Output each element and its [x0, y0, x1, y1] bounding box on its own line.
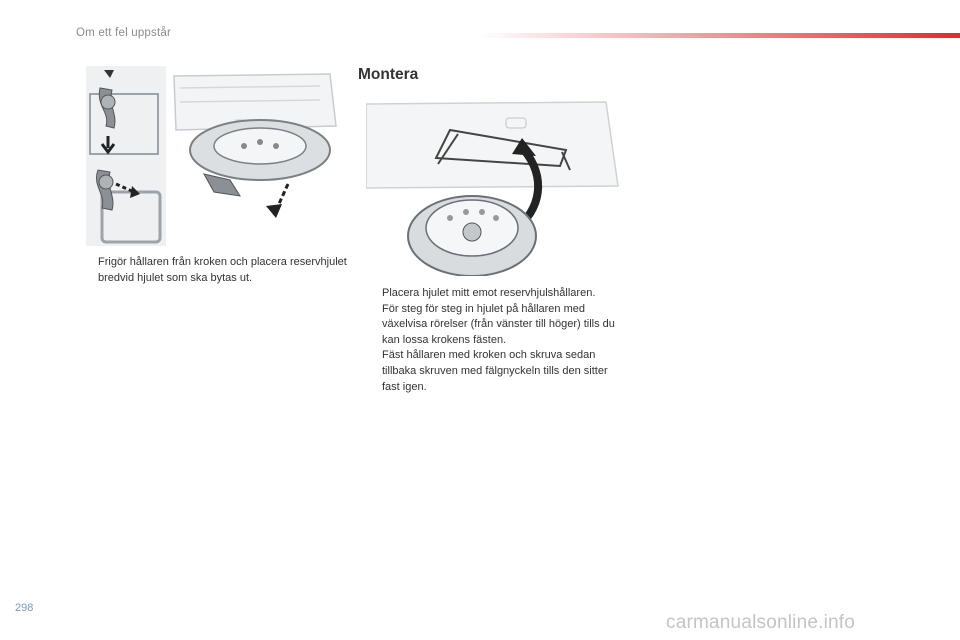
instruction-item [360, 302, 622, 349]
hook-release-illustration [86, 66, 166, 246]
tire-lowering-icon [170, 66, 340, 230]
instruction-item [76, 255, 348, 286]
right-instructions [360, 286, 622, 395]
section-title: Om ett fel uppstår [76, 27, 171, 39]
instruction-text: För steg för steg in hjulet på hållaren med växelvisa rörelser (från vänster till höger) tills du kan lossa krokens fästen. [382, 302, 615, 346]
instruction-text: Fäst hållaren med kroken och skruva sedan tillbaka skruven med fälgnyckeln tills den sitter fast igen. [382, 349, 608, 393]
instruction-text: Placera hjulet mitt emot reservhjulshållaren. [382, 287, 596, 299]
spare-wheel-lowering-illustration [170, 66, 340, 230]
page-number: 298 [15, 602, 34, 614]
left-instructions [76, 255, 348, 286]
instruction-text: Frigör hållaren från kroken och placera reservhjulet bredvid hjulet som ska bytas ut. [98, 256, 347, 284]
instruction-item [360, 286, 622, 302]
wheel-mount-icon [366, 96, 622, 276]
section-heading: Montera [358, 66, 419, 83]
wheel-mounting-illustration [366, 96, 622, 276]
watermark: carmanualsonline.info [666, 612, 856, 633]
instruction-item [360, 348, 622, 395]
header-accent-bar [478, 33, 960, 38]
hook-release-icon [86, 66, 166, 246]
